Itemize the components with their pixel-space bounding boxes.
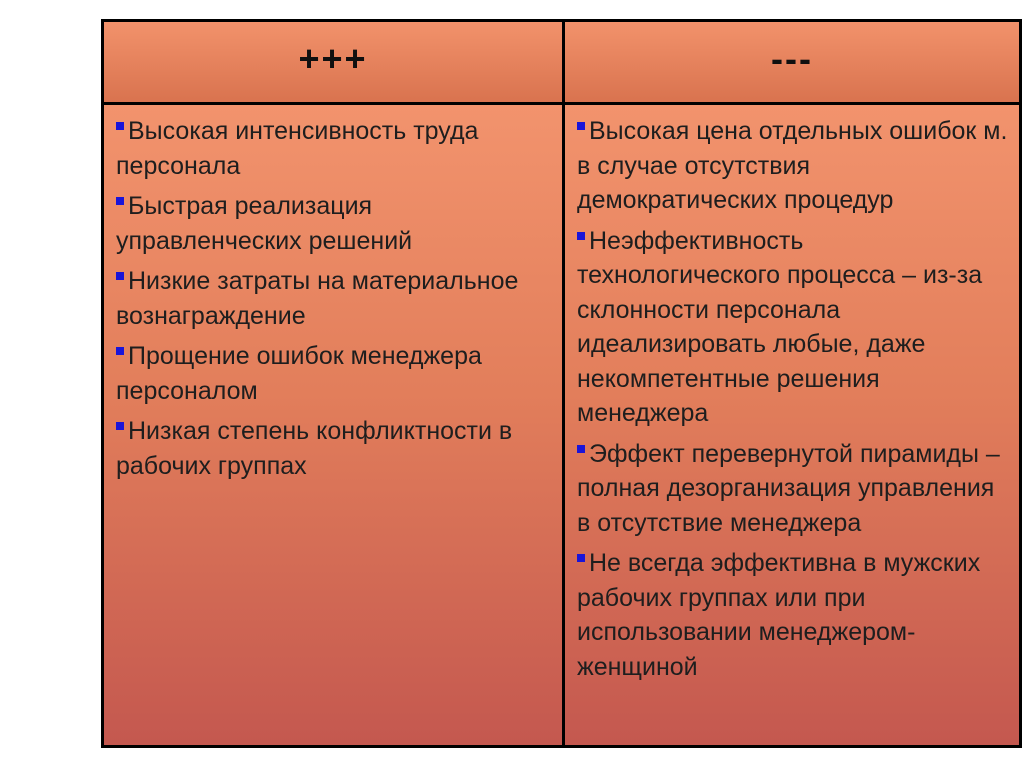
pros-item-text: Быстрая реализация управленческих решений [116, 192, 413, 255]
cons-item-text: Высокая цена отдельных ошибок м. в случае отсутствия демократических процедур [577, 117, 1008, 214]
pros-item [116, 114, 554, 183]
cons-item [577, 437, 1011, 541]
pros-item [116, 339, 554, 408]
pros-header: +++ [104, 22, 565, 105]
cons-item-text: Не всегда эффективна в мужских рабочих группах или при использовании менеджером-женщиной [577, 549, 981, 681]
pros-item [116, 414, 554, 483]
pros-item-text: Низкие затраты на материальное вознаграждение [116, 267, 519, 330]
cons-item-text: Эффект перевернутой пирамиды – полная дезорганизация управления в отсутствие менеджера [577, 439, 1000, 537]
square-bullet-icon [116, 347, 124, 355]
square-bullet-icon [116, 272, 124, 280]
cons-item [577, 114, 1011, 218]
square-bullet-icon [116, 197, 124, 205]
square-bullet-icon [116, 122, 124, 130]
cons-item [577, 546, 1011, 684]
cons-header: --- [565, 22, 1019, 105]
square-bullet-icon [577, 122, 585, 130]
cons-item-text: Неэффективность технологического процесса – из-за склонности персонала идеализировать любые, даже некомпетентные решения менеджера [577, 226, 983, 427]
square-bullet-icon [116, 422, 124, 430]
pros-cons-table [101, 19, 1022, 748]
square-bullet-icon [577, 232, 585, 240]
cons-column [565, 105, 1019, 745]
square-bullet-icon [577, 445, 585, 453]
pros-item-text: Низкая степень конфликтности в рабочих группах [116, 417, 513, 480]
square-bullet-icon [577, 554, 585, 562]
cons-item [577, 224, 1011, 431]
pros-item-text: Высокая интенсивность труда персонала [116, 117, 479, 180]
pros-item [116, 189, 554, 258]
pros-column [104, 105, 565, 745]
pros-item [116, 264, 554, 333]
pros-item-text: Прощение ошибок менеджера персоналом [116, 342, 482, 405]
